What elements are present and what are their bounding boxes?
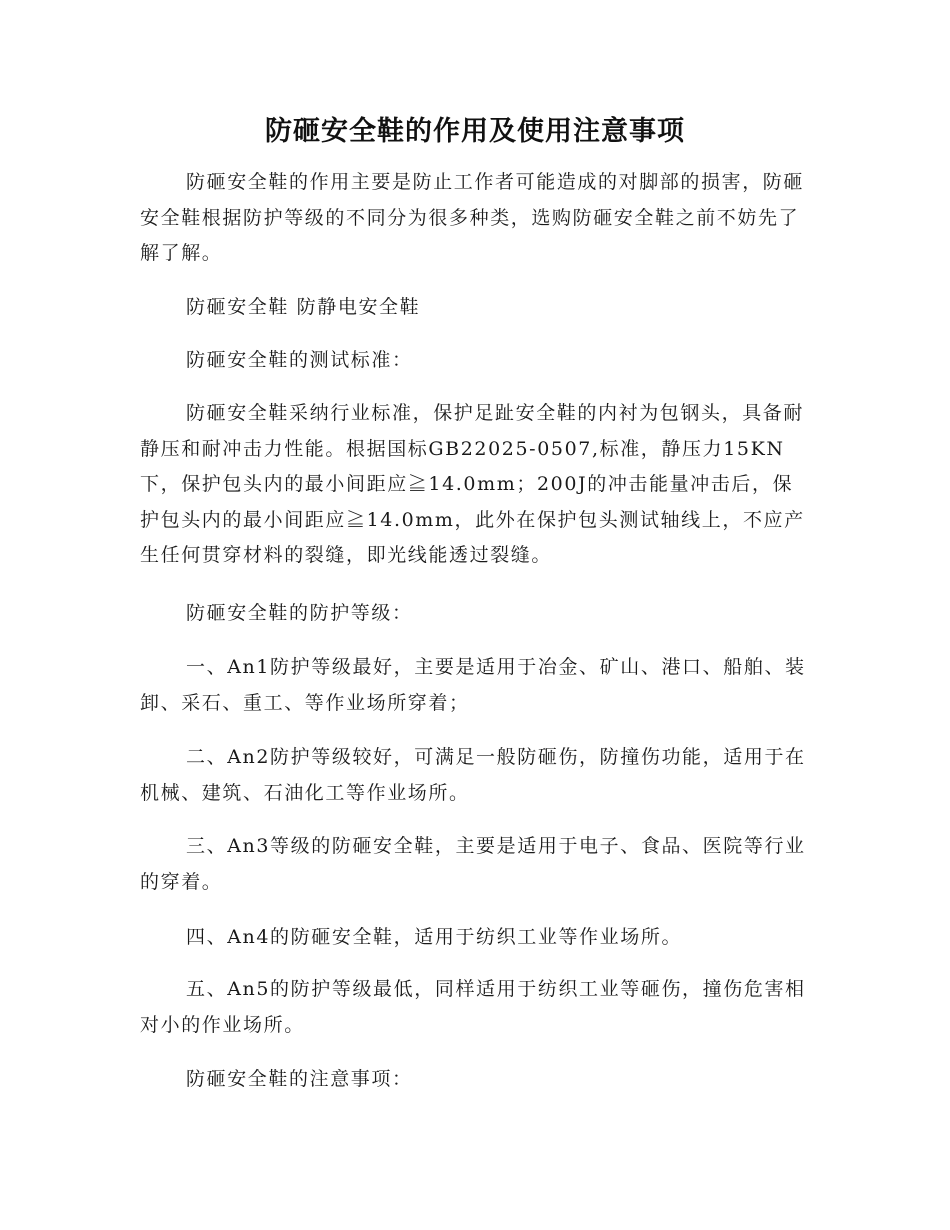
paragraph-intro: 防砸安全鞋的作用主要是防止工作者可能造成的对脚部的损害，防砸安全鞋根据防护等级的不同分为很多种类，选购防砸安全鞋之前不妨先了解了解。: [140, 171, 805, 264]
paragraph-level-an2: 二、An2防护等级较好，可满足一般防砸伤，防撞伤功能，适用于在机械、建筑、石油化工等作业场所。: [140, 746, 806, 804]
paragraph-level-an3: 三、An3等级的防砸安全鞋，主要是适用于电子、食品、医院等行业的穿着。: [140, 835, 806, 893]
paragraph-notes-heading: 防砸安全鞋的注意事项：: [186, 1068, 413, 1090]
paragraph-level-an4: 四、An4的防砸安全鞋，适用于纺织工业等作业场所。: [186, 926, 683, 948]
paragraph-level-an5: 五、An5的防护等级最低，同样适用于纺织工业等砸伤，撞伤危害相对小的作业场所。: [140, 978, 806, 1036]
paragraph-level-an1: 一、An1防护等级最好，主要是适用于冶金、矿山、港口、船舶、装卸、采石、重工、等作业场所穿着；: [140, 656, 806, 714]
paragraph-keywords: 防砸安全鞋 防静电安全鞋: [186, 296, 421, 318]
paragraph-test-standard-heading: 防砸安全鞋的测试标准：: [186, 349, 413, 371]
paragraph-test-standard: 防砸安全鞋采纳行业标准，保护足趾安全鞋的内衬为包钢头，具备耐静压和耐冲击力性能。根据国标GB22025-0507,标准，静压力15KN下，保护包头内的最小间距应≧14.0mm；200J的冲击能量冲击后，保护包头内的最小间距应≧14.0mm，此外在保护包头测试轴线上，不应产生任何贯穿材料的裂缝，即光线能透过裂缝。: [140, 402, 805, 566]
paragraph-protection-level-heading: 防砸安全鞋的防护等级：: [186, 602, 413, 624]
page-title: 防砸安全鞋的作用及使用注意事项: [265, 116, 685, 147]
